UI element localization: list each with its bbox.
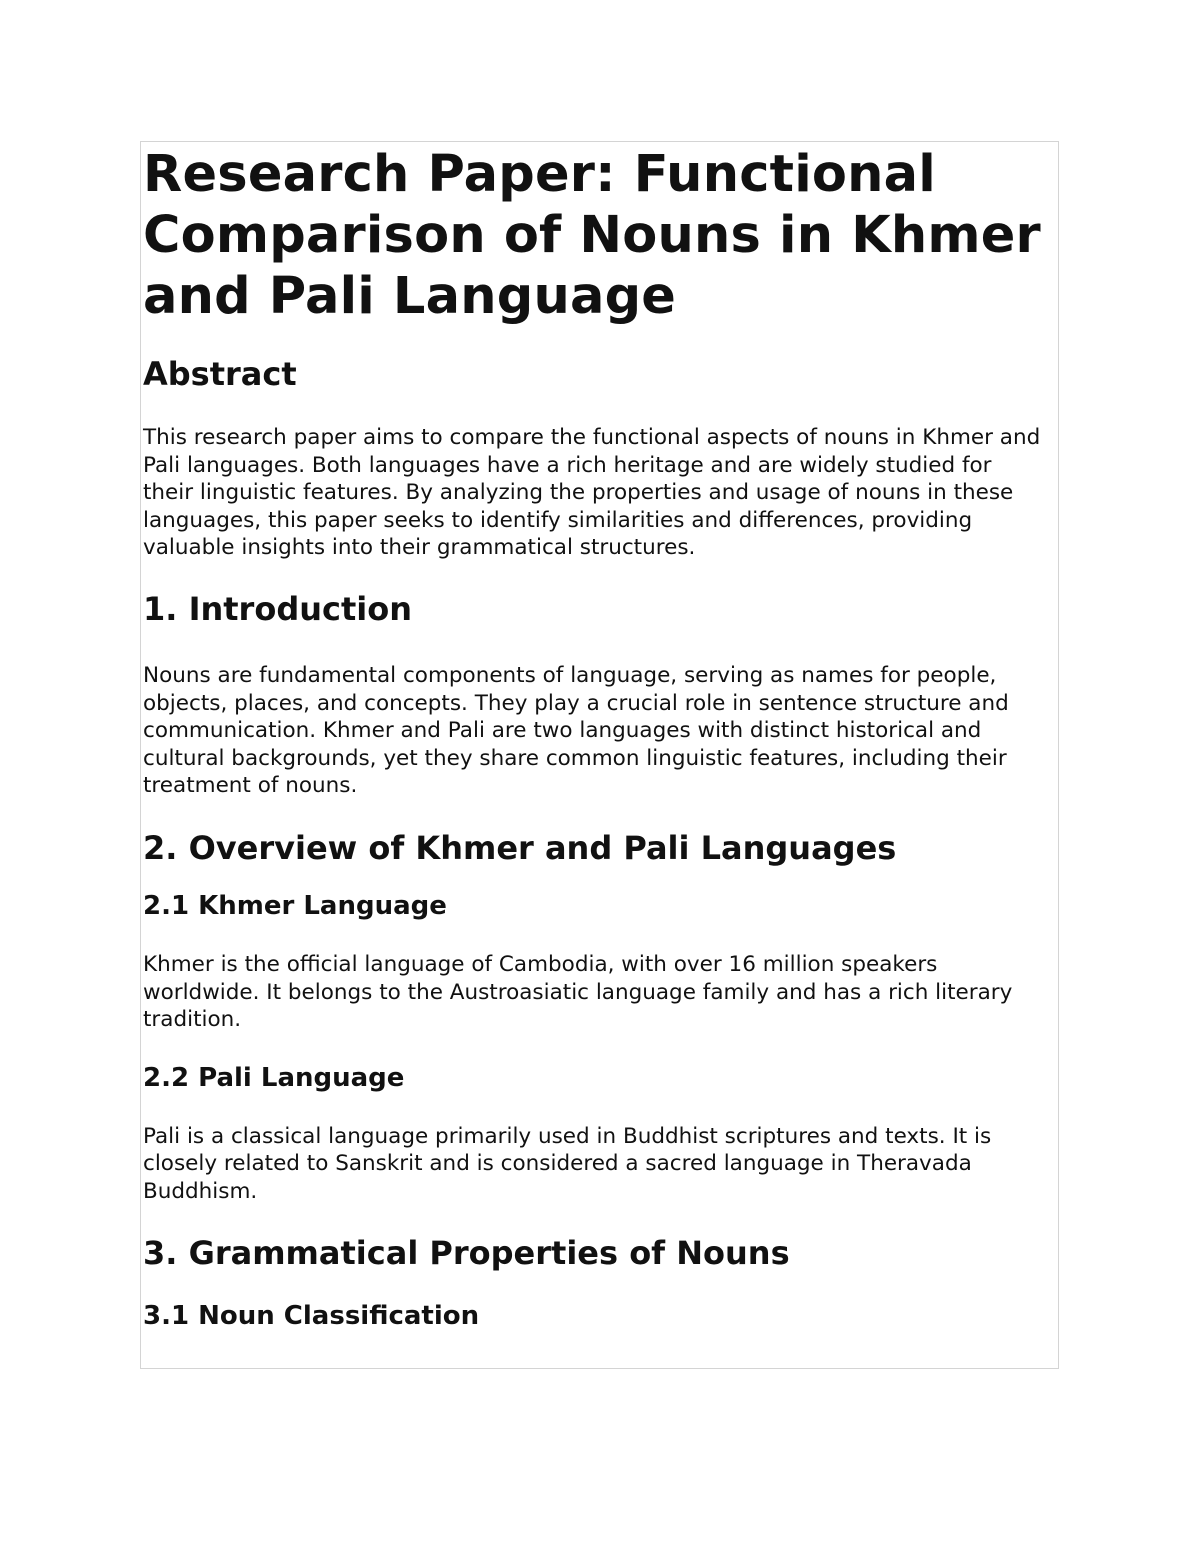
- pali-language-paragraph: Pali is a classical language primarily used in Buddhist scriptures and texts. It is closely related to Sanskrit and is considered a sacred language in Theravada Buddhism.: [143, 1123, 992, 1204]
- abstract-paragraph: This research paper aims to compare the functional aspects of nouns in Khmer and Pali languages. Both languages have a rich heritage and are widely studied for their linguistic features. By analyzing the properties and usage of nouns in these languages, this paper seeks to identify similarities and differences, providing valuable insights into their grammatical structures.: [143, 425, 1041, 561]
- grammatical-properties-heading: 3. Grammatical Properties of Nouns: [143, 1233, 790, 1272]
- document-title: Research Paper: Functional Comparison of Nouns in Khmer and Pali Language: [143, 145, 1041, 326]
- khmer-language-paragraph: Khmer is the official language of Cambodia, with over 16 million speakers worldwide. It belongs to the Austroasiatic language family and has a rich literary tradition.: [143, 951, 1013, 1033]
- introduction-paragraph: Nouns are fundamental components of language, serving as names for people, objects, places, and concepts. They play a crucial role in sentence structure and communication. Khmer and Pali are two languages with distinct historical and cultural backgrounds, yet they share common linguistic features, including their treatment of nouns.: [143, 662, 1009, 799]
- page-frame: [140, 141, 1059, 1369]
- overview-heading: 2. Overview of Khmer and Pali Languages: [143, 828, 897, 867]
- khmer-language-heading: 2.1 Khmer Language: [143, 890, 447, 921]
- document-content: [143, 142, 1048, 1332]
- pali-language-heading: 2.2 Pali Language: [143, 1062, 405, 1093]
- introduction-heading: 1. Introduction: [143, 589, 412, 628]
- noun-classification-heading: 3.1 Noun Classification: [143, 1300, 480, 1331]
- abstract-heading: Abstract: [143, 355, 297, 393]
